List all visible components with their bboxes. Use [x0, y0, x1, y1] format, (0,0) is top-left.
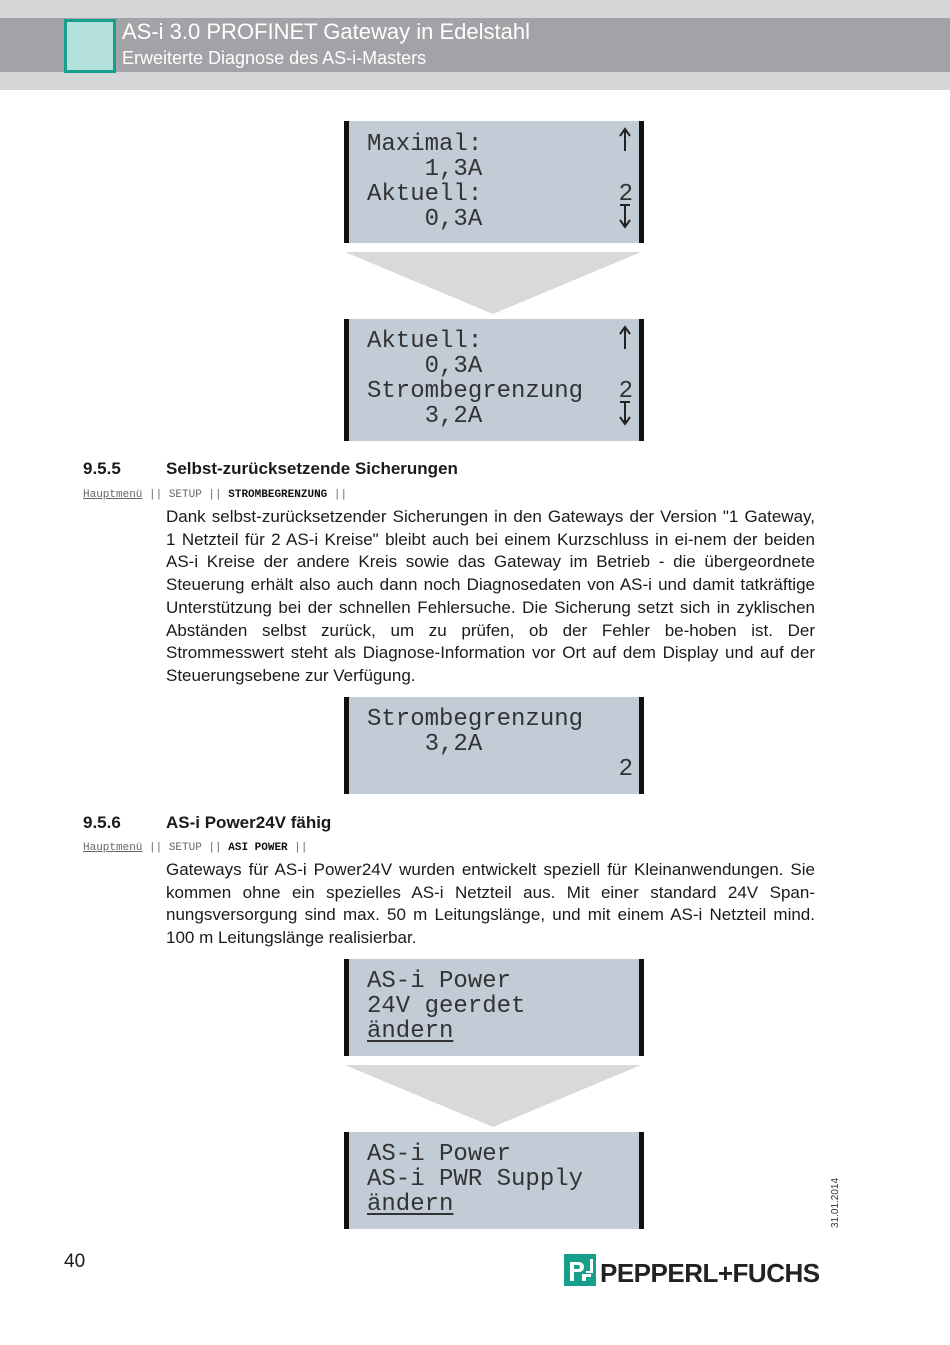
section-number: 9.5.6 — [83, 813, 121, 832]
flow-arrow-down — [345, 1065, 641, 1127]
menu-current-item: STROMBEGRENZUNG — [228, 489, 328, 501]
lcd-line: Maximal: — [367, 131, 483, 158]
lcd-menu-option-aendern: ändern — [367, 1191, 454, 1218]
lcd-display-asi-power-geerdet — [344, 959, 644, 1056]
lcd-display-asi-power-supply — [344, 1132, 644, 1229]
lcd-line: 3,2A — [367, 731, 483, 758]
menu-root-link: Hauptmenü — [83, 489, 143, 501]
scroll-up-icon — [617, 127, 633, 153]
lcd-line: 3,2A — [367, 403, 483, 430]
lcd-line: 0,3A — [367, 206, 483, 233]
lcd-line: Aktuell: — [367, 328, 483, 355]
lcd-line: 24V geerdet — [367, 993, 526, 1020]
chapter-marker-square — [64, 19, 116, 73]
lcd-line: Aktuell: — [367, 181, 483, 208]
lcd-display-maximal-aktuell — [344, 121, 644, 243]
section-heading: Selbst-zurücksetzende Sicherungen — [166, 459, 458, 478]
section-number: 9.5.5 — [83, 459, 121, 478]
scroll-up-icon — [617, 325, 633, 351]
lcd-line: 0,3A — [367, 353, 483, 380]
section-heading: AS-i Power24V fähig — [166, 813, 332, 832]
lcd-line: AS-i Power — [367, 968, 512, 995]
lcd-line: Strombegrenzung — [367, 378, 584, 405]
header-bottom-strip — [0, 72, 950, 90]
menu-current-item: ASI POWER — [228, 842, 288, 854]
page-number: 40 — [64, 1251, 86, 1272]
lcd-line: AS-i PWR Supply — [367, 1166, 584, 1193]
menu-breadcrumb — [83, 842, 307, 854]
lcd-display-strombegrenzung — [344, 697, 644, 794]
scroll-down-icon — [617, 400, 633, 426]
lcd-line: AS-i Power — [367, 1141, 512, 1168]
lcd-page-indicator: 2 — [618, 378, 633, 405]
scroll-down-icon — [617, 203, 633, 229]
menu-root-link: Hauptmenü — [83, 842, 143, 854]
lcd-menu-option-aendern: ändern — [367, 1018, 454, 1045]
pepperl-fuchs-logo-icon — [564, 1254, 596, 1286]
flow-arrow-down — [345, 252, 641, 314]
lcd-display-aktuell-strombegrenzung — [344, 319, 644, 441]
menu-separator: || — [287, 842, 308, 854]
revision-date: 31.01.2014 — [830, 1177, 841, 1228]
lcd-line: 1,3A — [367, 156, 483, 183]
document-subtitle: Erweiterte Diagnose des AS-i-Masters — [122, 48, 427, 68]
menu-separator: || — [327, 489, 348, 501]
section-body-text: Gateways für AS-i Power24V wurden entwickelt speziell für Kleinanwendungen. Sie kommen ohne ein spezielles AS-i Netzteil aus. Mit einer standard 24V Span-nungsversorgung sind max. 50 m Leitungslänge, und mit einem AS-i Netzteil mind. 100 m Leitungslänge realisierbar. — [166, 860, 815, 948]
document-title: AS-i 3.0 PROFINET Gateway in Edelstahl — [122, 19, 530, 44]
brand-name: PEPPERL+FUCHS — [600, 1258, 820, 1288]
menu-separator: || SETUP || — [142, 489, 229, 501]
menu-breadcrumb — [83, 489, 347, 501]
lcd-page-indicator: 2 — [618, 756, 633, 783]
lcd-page-indicator: 2 — [618, 181, 633, 208]
section-body-text: Dank selbst-zurücksetzender Sicherungen in den Gateways der Version "1 Gateway, 1 Netzteil für 2 AS-i Kreise" bleibt auch bei einem Kurzschluss in ei-nem der beiden AS-i Kreise der andere Kreis sowie das Gateway im Betrieb - die übergeordnete Steuerung erhält also auch dann noch Diagnosedaten von AS-i und damit tatkräftige Unterstützung bei der schnellen Fehlersuche. Die Sicherung setzt sich in zyklischen Abständen selbst zurück, um zu prüfen, ob der Fehler be-hoben ist. Der Strommesswert steht als Diagnose-Information vor Ort auf dem Display und auf der Steuerungsebene zur Verfügung. — [166, 507, 815, 685]
lcd-line: Strombegrenzung — [367, 706, 584, 733]
menu-separator: || SETUP || — [142, 842, 229, 854]
header-top-strip — [0, 0, 950, 18]
